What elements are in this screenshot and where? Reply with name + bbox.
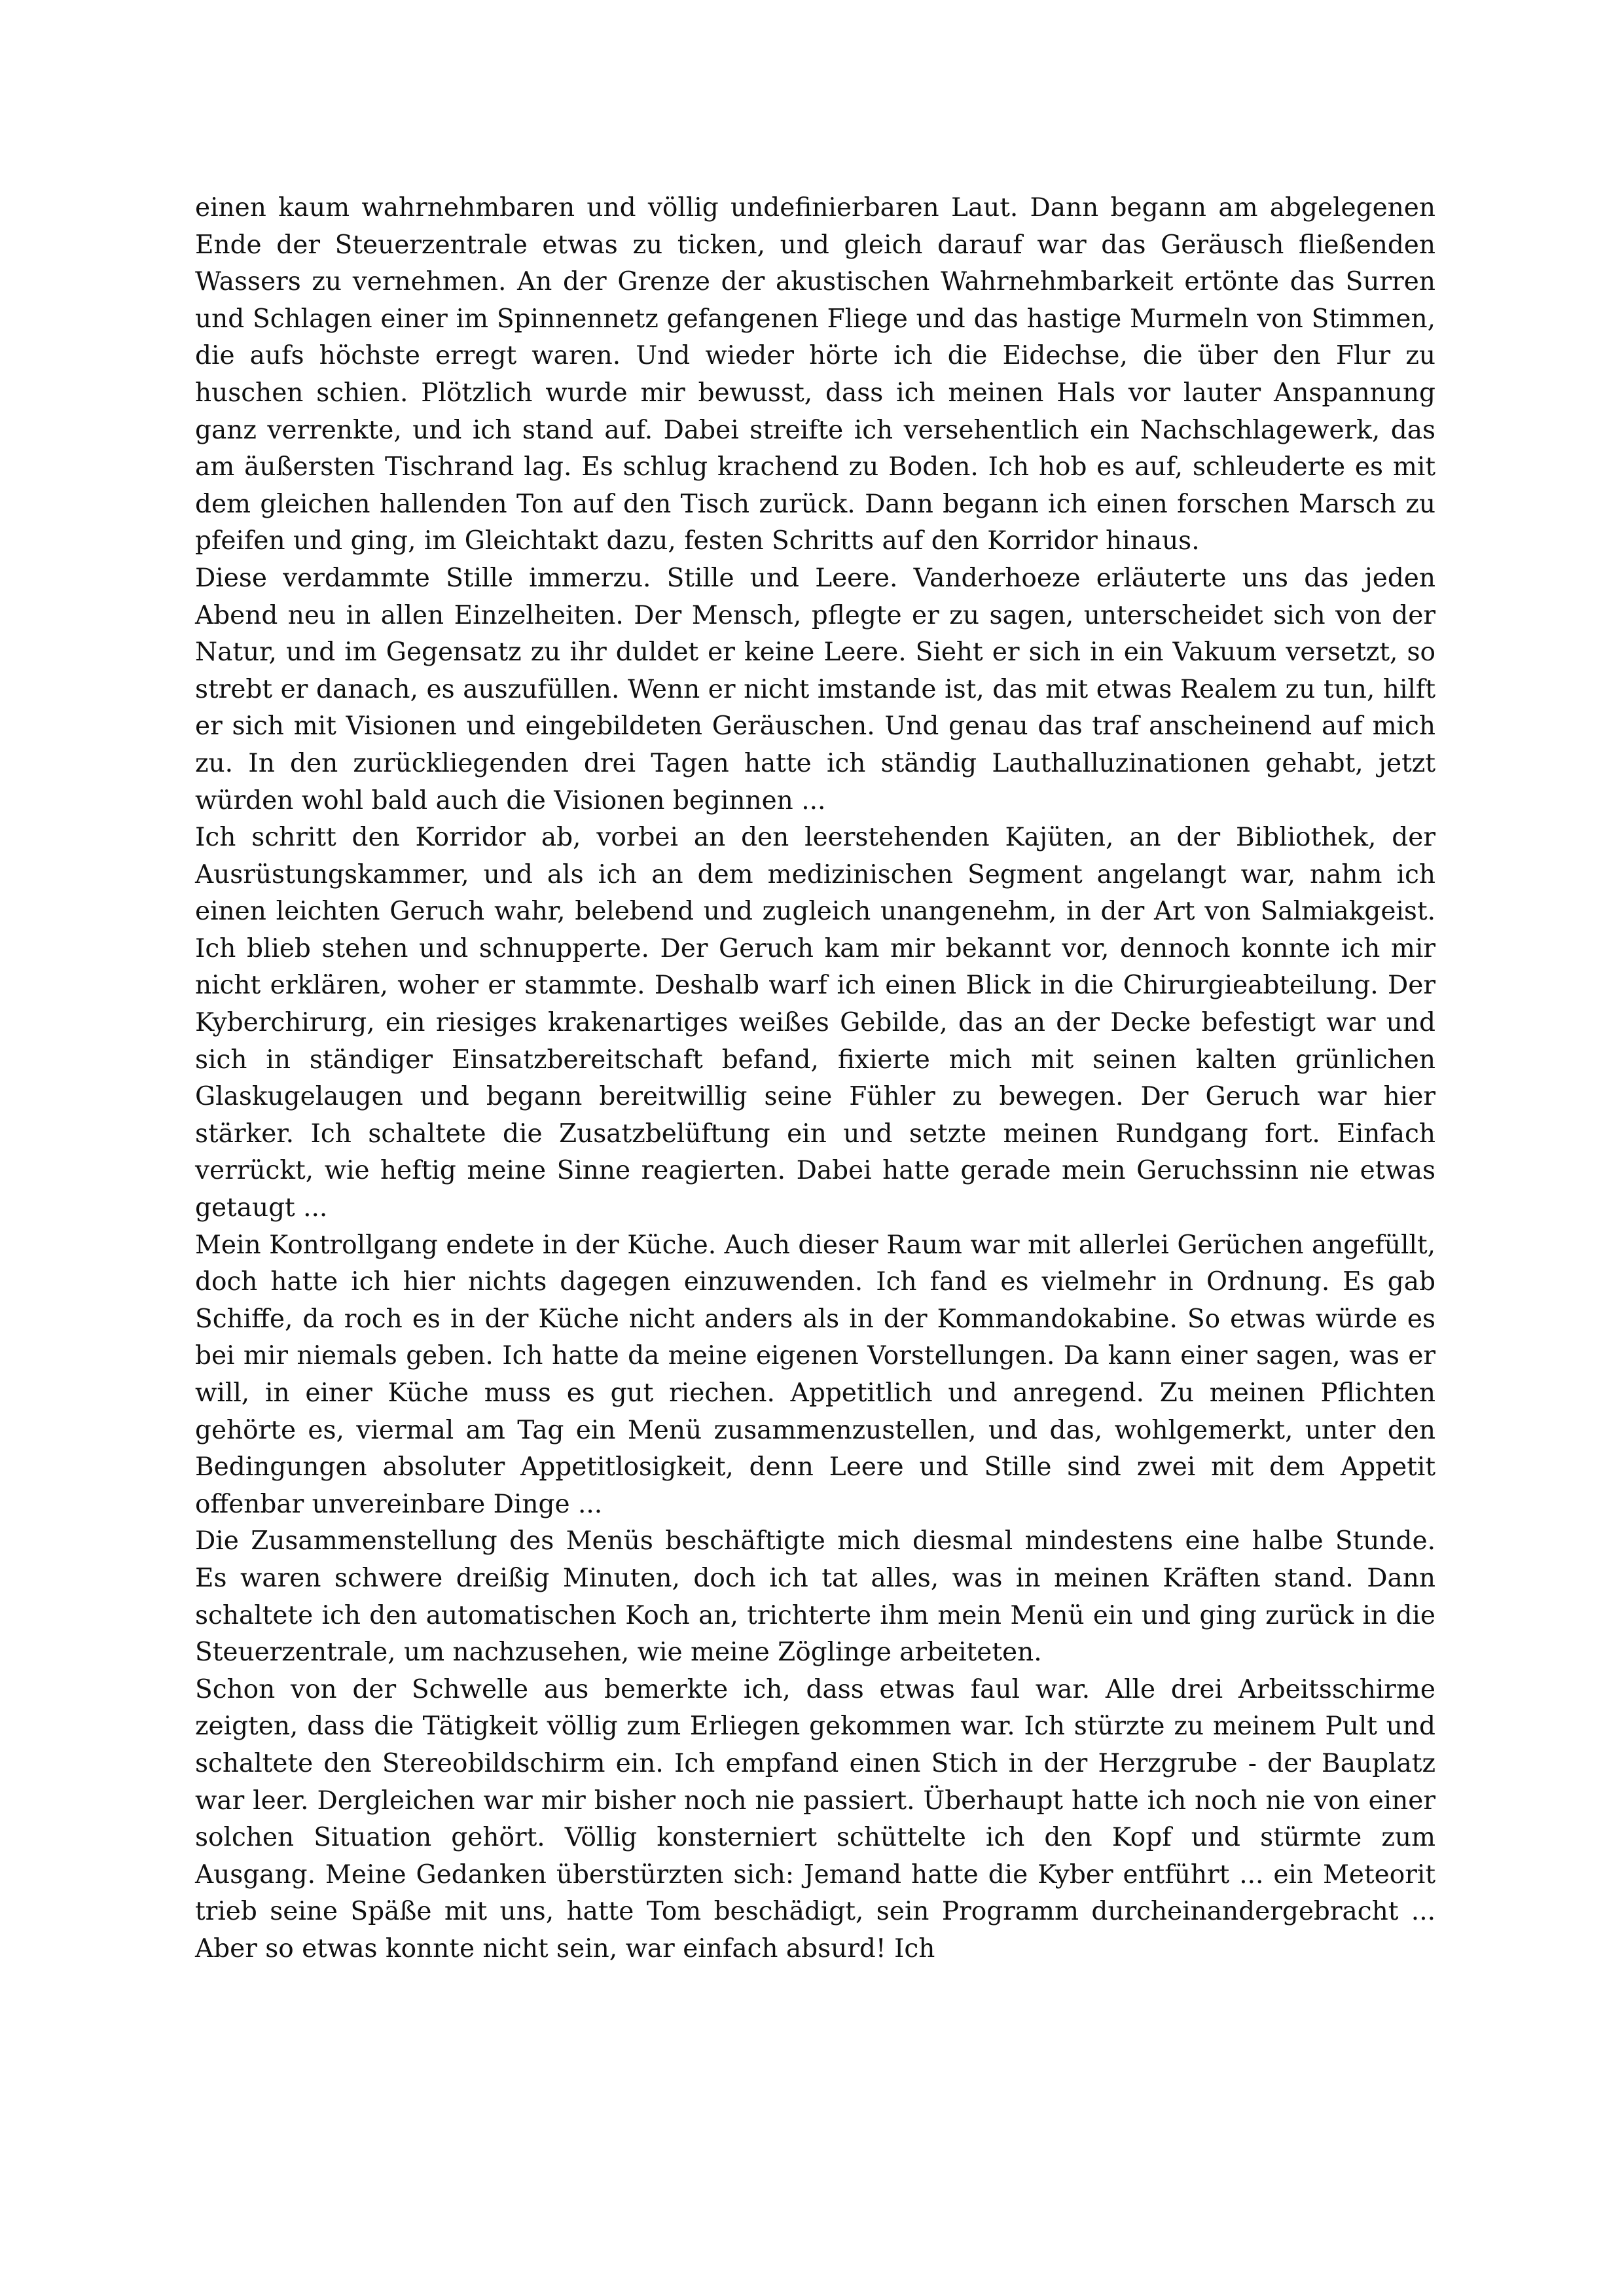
paragraph-2: Diese verdammte Stille immerzu. Stille und Leere. Vanderhoeze erläuterte uns das jeden Abend neu in allen Einzelheiten. Der Mensch, pflegte er zu sagen, unterscheidet sich von der Natur, und im Gegensatz zu ihr duldet er keine Leere. Sieht er sich in ein Vakuum versetzt, so strebt er danach, es auszufüllen. Wenn er nicht imstande ist, das mit etwas Realem zu tun, hilft er sich mit Visionen und eingebildeten Geräuschen. Und genau das traf anscheinend auf mich zu. In den zurückliegenden drei Tagen hatte ich ständig Lauthalluzinationen gehabt, jetzt würden wohl bald auch die Visionen beginnen ... (195, 563, 1435, 816)
paragraph-4: Mein Kontrollgang endete in der Küche. Auch dieser Raum war mit allerlei Gerüchen angefüllt, doch hatte ich hier nichts dagegen einzuwenden. Ich fand es vielmehr in Ordnung. Es gab Schiffe, da roch es in der Küche nicht anders als in der Kommandokabine. So etwas würde es bei mir niemals geben. Ich hatte da meine eigenen Vorstellungen. Da kann einer sagen, was er will, in einer Küche muss es gut riechen. Appetitlich und anregend. Zu meinen Pflichten gehörte es, viermal am Tag ein Menü zusammenzustellen, und das, wohlgemerkt, unter den Bedingungen absoluter Appetitlosigkeit, denn Leere und Stille sind zwei mit dem Appetit offenbar unvereinbare Dinge ... (195, 1230, 1435, 1519)
paragraph-5: Die Zusammenstellung des Menüs beschäftigte mich diesmal mindestens eine halbe Stunde. Es waren schwere dreißig Minuten, doch ich tat alles, was in meinen Kräften stand. Dann schaltete ich den automatischen Koch an, trichterte ihm mein Menü ein und ging zurück in die Steuerzentrale, um nachzusehen, wie meine Zöglinge arbeiteten. (195, 1526, 1435, 1668)
document-page (195, 190, 1435, 1968)
paragraph-1: einen kaum wahrnehmbaren und völlig undefinierbaren Laut. Dann begann am abgelegenen Ende der Steuerzentrale etwas zu ticken, und gleich darauf war das Geräusch fließenden Wassers zu vernehmen. An der Grenze der akustischen Wahrnehmbarkeit ertönte das Surren und Schlagen einer im Spinnennetz gefangenen Fliege und das hastige Murmeln von Stimmen, die aufs höchste erregt waren. Und wieder hörte ich die Eidechse, die über den Flur zu huschen schien. Plötzlich wurde mir bewusst, dass ich meinen Hals vor lauter Anspannung ganz verrenkte, und ich stand auf. Dabei streifte ich versehentlich ein Nachschlagewerk, das am äußersten Tischrand lag. Es schlug krachend zu Boden. Ich hob es auf, schleuderte es mit dem gleichen hallenden Ton auf den Tisch zurück. Dann begann ich einen forschen Marsch zu pfeifen und ging, im Gleichtakt dazu, festen Schritts auf den Korridor hinaus. (195, 193, 1435, 556)
paragraph-6: Schon von der Schwelle aus bemerkte ich, dass etwas faul war. Alle drei Arbeitsschirme zeigten, dass die Tätigkeit völlig zum Erliegen gekommen war. Ich stürzte zu meinem Pult und schaltete den Stereobildschirm ein. Ich empfand einen Stich in der Herzgrube - der Bauplatz war leer. Dergleichen war mir bisher noch nie passiert. Überhaupt hatte ich noch nie von einer solchen Situation gehört. Völlig konsterniert schüttelte ich den Kopf und stürmte zum Ausgang. Meine Gedanken überstürzten sich: Jemand hatte die Kyber entführt ... ein Meteorit trieb seine Späße mit uns, hatte Tom beschädigt, sein Programm durcheinandergebracht ... Aber so etwas konnte nicht sein, war einfach absurd! Ich (195, 1674, 1435, 1964)
paragraph-3: Ich schritt den Korridor ab, vorbei an den leerstehenden Kajüten, an der Bibliothek, der Ausrüstungskammer, und als ich an dem medizinischen Segment angelangt war, nahm ich einen leichten Geruch wahr, belebend und zugleich unangenehm, in der Art von Salmiakgeist. Ich blieb stehen und schnupperte. Der Geruch kam mir bekannt vor, dennoch konnte ich mir nicht erklären, woher er stammte. Deshalb warf ich einen Blick in die Chirurgieabteilung. Der Kyberchirurg, ein riesiges krakenartiges weißes Gebilde, das an der Decke befestigt war und sich in ständiger Einsatzbereitschaft befand, fixierte mich mit seinen kalten grünlichen Glaskugelaugen und begann bereitwillig seine Fühler zu bewegen. Der Geruch war hier stärker. Ich schaltete die Zusatzbelüftung ein und setzte meinen Rundgang fort. Einfach verrückt, wie heftig meine Sinne reagierten. Dabei hatte gerade mein Geruchssinn nie etwas getaugt ... (195, 823, 1435, 1223)
